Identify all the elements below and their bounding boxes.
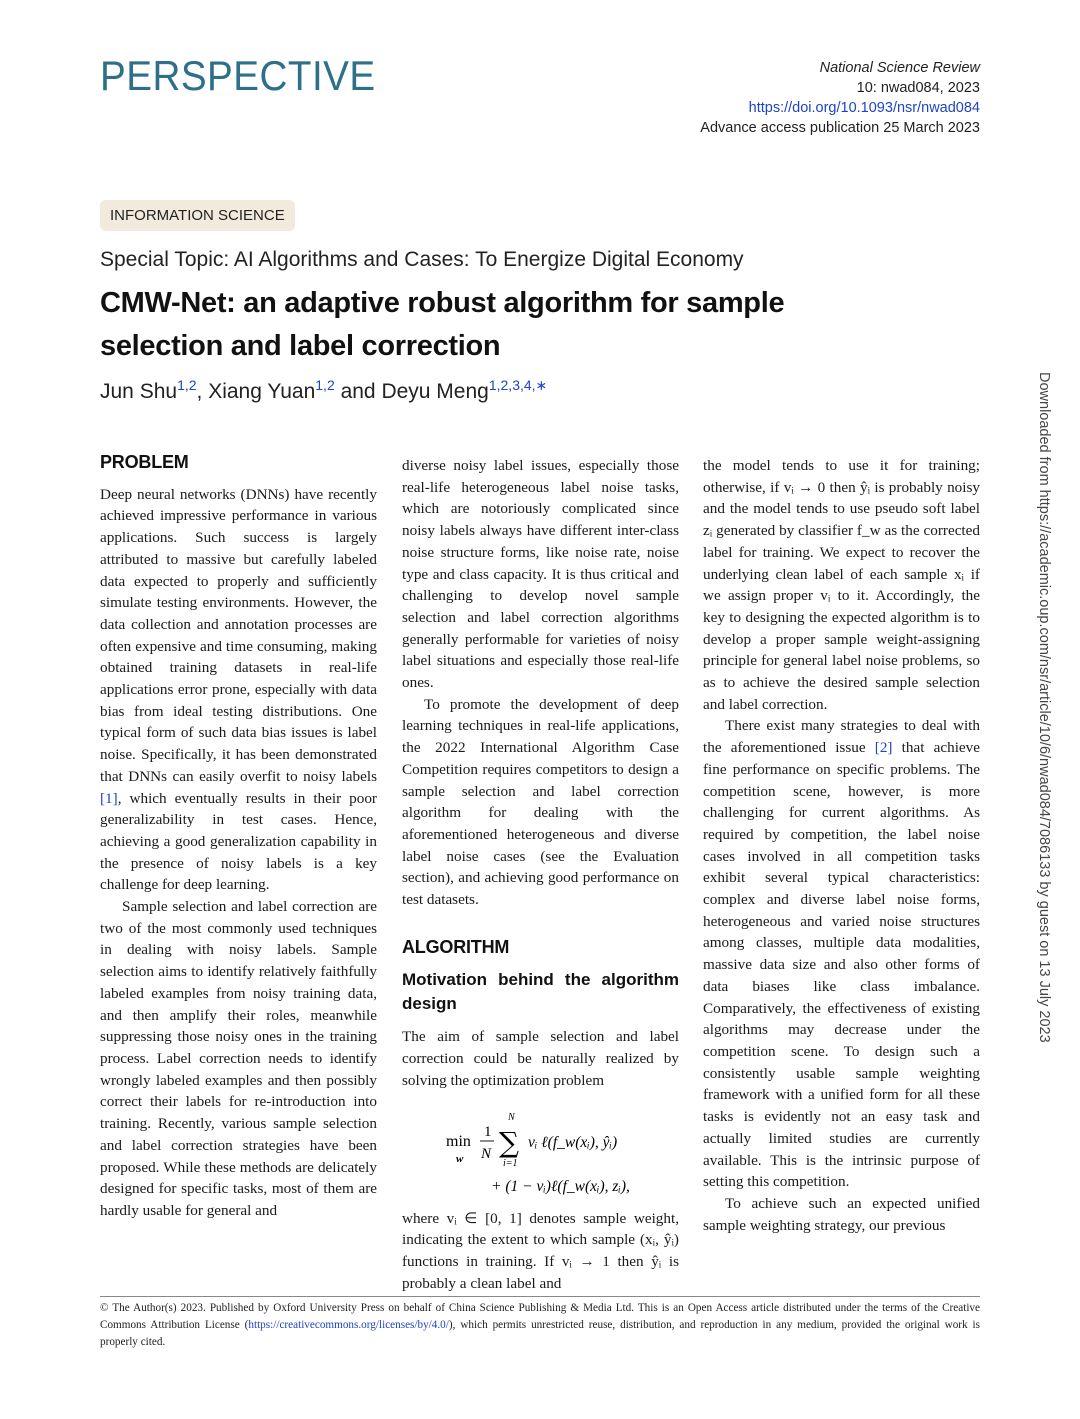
volume-info: 10: nwad084, 2023 xyxy=(856,80,980,96)
author-name: Deyu Meng xyxy=(381,380,489,403)
text-run: There exist many strategies to deal with the aforementioned issue xyxy=(703,717,980,757)
column-2 xyxy=(402,455,679,1294)
publication-info xyxy=(620,58,980,138)
column-3 xyxy=(703,455,980,1236)
text-run: that achieve fine performance on specific problems. The competition scene, however, is more challenging for current algorithms. As required by competition, the label noise cases involved in all competition tasks exhibit several typical characteristics: complex and diverse label noise forms, heterogeneous and varied noise structures among classes, multiple data modalities, massive data size and also other forms of data biases like class imbalance. Comparatively, the effectiveness of existing algorithms may decrease under the competition scene. To design such a consistently usable sample weighting framework with a unified form for all these tasks is evidently not an easy task and actually limited studies are currently available. This is the intrinsic purpose of setting this competition. xyxy=(703,739,980,1191)
formula-min-sub: w xyxy=(456,1152,464,1165)
subsection-heading: Motivation behind the algorithm design xyxy=(402,970,679,1014)
formula-line-1: vᵢ ℓ(f_w(xᵢ), ŷᵢ) xyxy=(528,1133,618,1151)
paragraph: the model tends to use it for training; otherwise, if vᵢ → 0 then ŷᵢ is probably noisy and the model tends to use pseudo soft label zᵢ generated by classifier f_w as the corrected label for training. We expect to recover the underlying clean label of each sample xᵢ if we assign proper vᵢ to it. Accordingly, the key to designing the expected algorithm is to develop a proper sample weight-assigning principle for general label noise problems, so as to achieve the desired sample selection and label correction. xyxy=(703,457,980,713)
paragraph: where vᵢ ∈ [0, 1] denotes sample weight, indicating the extent to which sample (xᵢ, ŷᵢ) functions in training. If vᵢ → 1 then ŷᵢ is probably a clean label and xyxy=(402,1209,679,1292)
footer-divider xyxy=(100,1296,980,1297)
paragraph: To achieve such an expected unified sample weighting strategy, our previous xyxy=(703,1194,980,1234)
doi-link[interactable]: https://doi.org/10.1093/nsr/nwad084 xyxy=(748,100,980,116)
paragraph: To promote the development of deep learning techniques in real-life applications, the 2022 International Algorithm Case Competition requires competitors to design a sample selection and label correction algorithm for dealing with the aforementioned heterogeneous and diverse label noise cases (see the Evaluation section), and achieving good performance on test datasets. xyxy=(402,695,679,909)
formula-sum-top: N xyxy=(508,1111,515,1123)
text-run: , which eventually results in their poor generalizability in test cases. Hence, achieving a good generalization capability in the presence of noisy labels is a key challenge for deep learning. xyxy=(100,789,377,894)
formula-frac-den: N xyxy=(481,1145,492,1162)
formula-frac-num: 1 xyxy=(484,1123,492,1140)
formula-sum-bot: i=1 xyxy=(503,1157,518,1169)
watermark-text: Downloaded from https://academic.oup.com/nsr/article/10/6/nwad084/7086133 by guest on 13 July 2023 xyxy=(1036,372,1052,1043)
section-label: PERSPECTIVE xyxy=(100,52,376,99)
citation-link[interactable]: [1] xyxy=(100,789,118,807)
download-watermark xyxy=(1032,372,1052,1052)
paragraph xyxy=(100,484,377,896)
author-list xyxy=(100,377,548,404)
formula-min: min xyxy=(446,1132,471,1150)
column-1 xyxy=(100,452,377,1222)
license-link[interactable]: https://creativecommons.org/licenses/by/4.0/ xyxy=(248,1319,449,1331)
text-run: Deep neural networks (DNNs) have recently achieved impressive performance in various applications. Such success is largely attributed to massive but carefully labeled data expected to properly and sufficiently simulate testing environments. However, the data collection and annotation processes are often expensive and time consuming, making obtained training datasets in real-life applications error prone, especially with data bias from ideal testing distributions. One typical form of such data bias issues is label noise. Specifically, it has been demonstrated that DNNs can easily overfit to noisy labels xyxy=(100,485,377,785)
citation-link[interactable]: [2] xyxy=(874,739,893,757)
affiliation-ref[interactable]: 1,2 xyxy=(315,377,335,393)
formula-sum: ∑ xyxy=(499,1125,519,1159)
paragraph: The aim of sample selection and label correction could be naturally realized by solving the optimization problem xyxy=(402,1028,679,1089)
journal-name: National Science Review xyxy=(819,60,980,76)
formula-line-2: + (1 − vᵢ)ℓ(f_w(xᵢ), zᵢ), xyxy=(491,1177,630,1195)
section-heading-problem: PROBLEM xyxy=(100,452,189,472)
author-name: Jun Shu xyxy=(100,380,178,403)
author-separator: , xyxy=(196,380,209,403)
author-name: Xiang Yuan xyxy=(208,380,316,403)
license-text: ), which permits unrestricted reuse, distribution, and reproduction in any medium, provided the original work is properly cited. xyxy=(100,1319,980,1348)
license-footer xyxy=(100,1300,980,1351)
article-title: CMW-Net: an adaptive robust algorithm for sample selection and label correction xyxy=(100,287,785,362)
optimization-formula xyxy=(402,1108,679,1200)
paragraph: Sample selection and label correction are two of the most commonly used techniques in dealing with noisy labels. Sample selection aims to identify relatively faithfully labeled examples from noisy training data, and then amplify their roles, meanwhile suppressing those noisy ones in the training process. Label correction needs to identify wrongly labeled examples and then possibly correct their labels for re-introduction into training. Recently, various sample selection and label correction strategies have been proposed. While these methods are delicately designed for specific tasks, most of them are hardly usable for general and xyxy=(100,898,377,1219)
license-text: © The Author(s) 2023. Published by Oxford University Press on behalf of China Science Publishing & Media Ltd. This is an Open Access article distributed under the terms of the Creative Commons Attribution License ( xyxy=(100,1302,980,1331)
section-heading-algorithm: ALGORITHM xyxy=(402,936,510,957)
paragraph xyxy=(703,715,980,1192)
affiliation-ref[interactable]: 1,2,3,4,∗ xyxy=(488,377,548,393)
special-topic: Special Topic: AI Algorithms and Cases: To Energize Digital Economy xyxy=(100,248,744,271)
author-separator: and xyxy=(334,380,382,403)
paragraph: diverse noisy label issues, especially those real-life heterogeneous label noise tasks, which are notoriously complicated since noisy labels always have different inter-class noise structure forms, like noise rate, noise type and class capacity. It is thus critical and challenging to develop novel sample selection and label correction algorithms generally performable for varieties of noisy label situations and especially those real-life ones. xyxy=(402,457,679,692)
subject-badge: INFORMATION SCIENCE xyxy=(100,200,295,231)
affiliation-ref[interactable]: 1,2 xyxy=(177,377,197,393)
access-date: Advance access publication 25 March 2023 xyxy=(700,120,980,136)
